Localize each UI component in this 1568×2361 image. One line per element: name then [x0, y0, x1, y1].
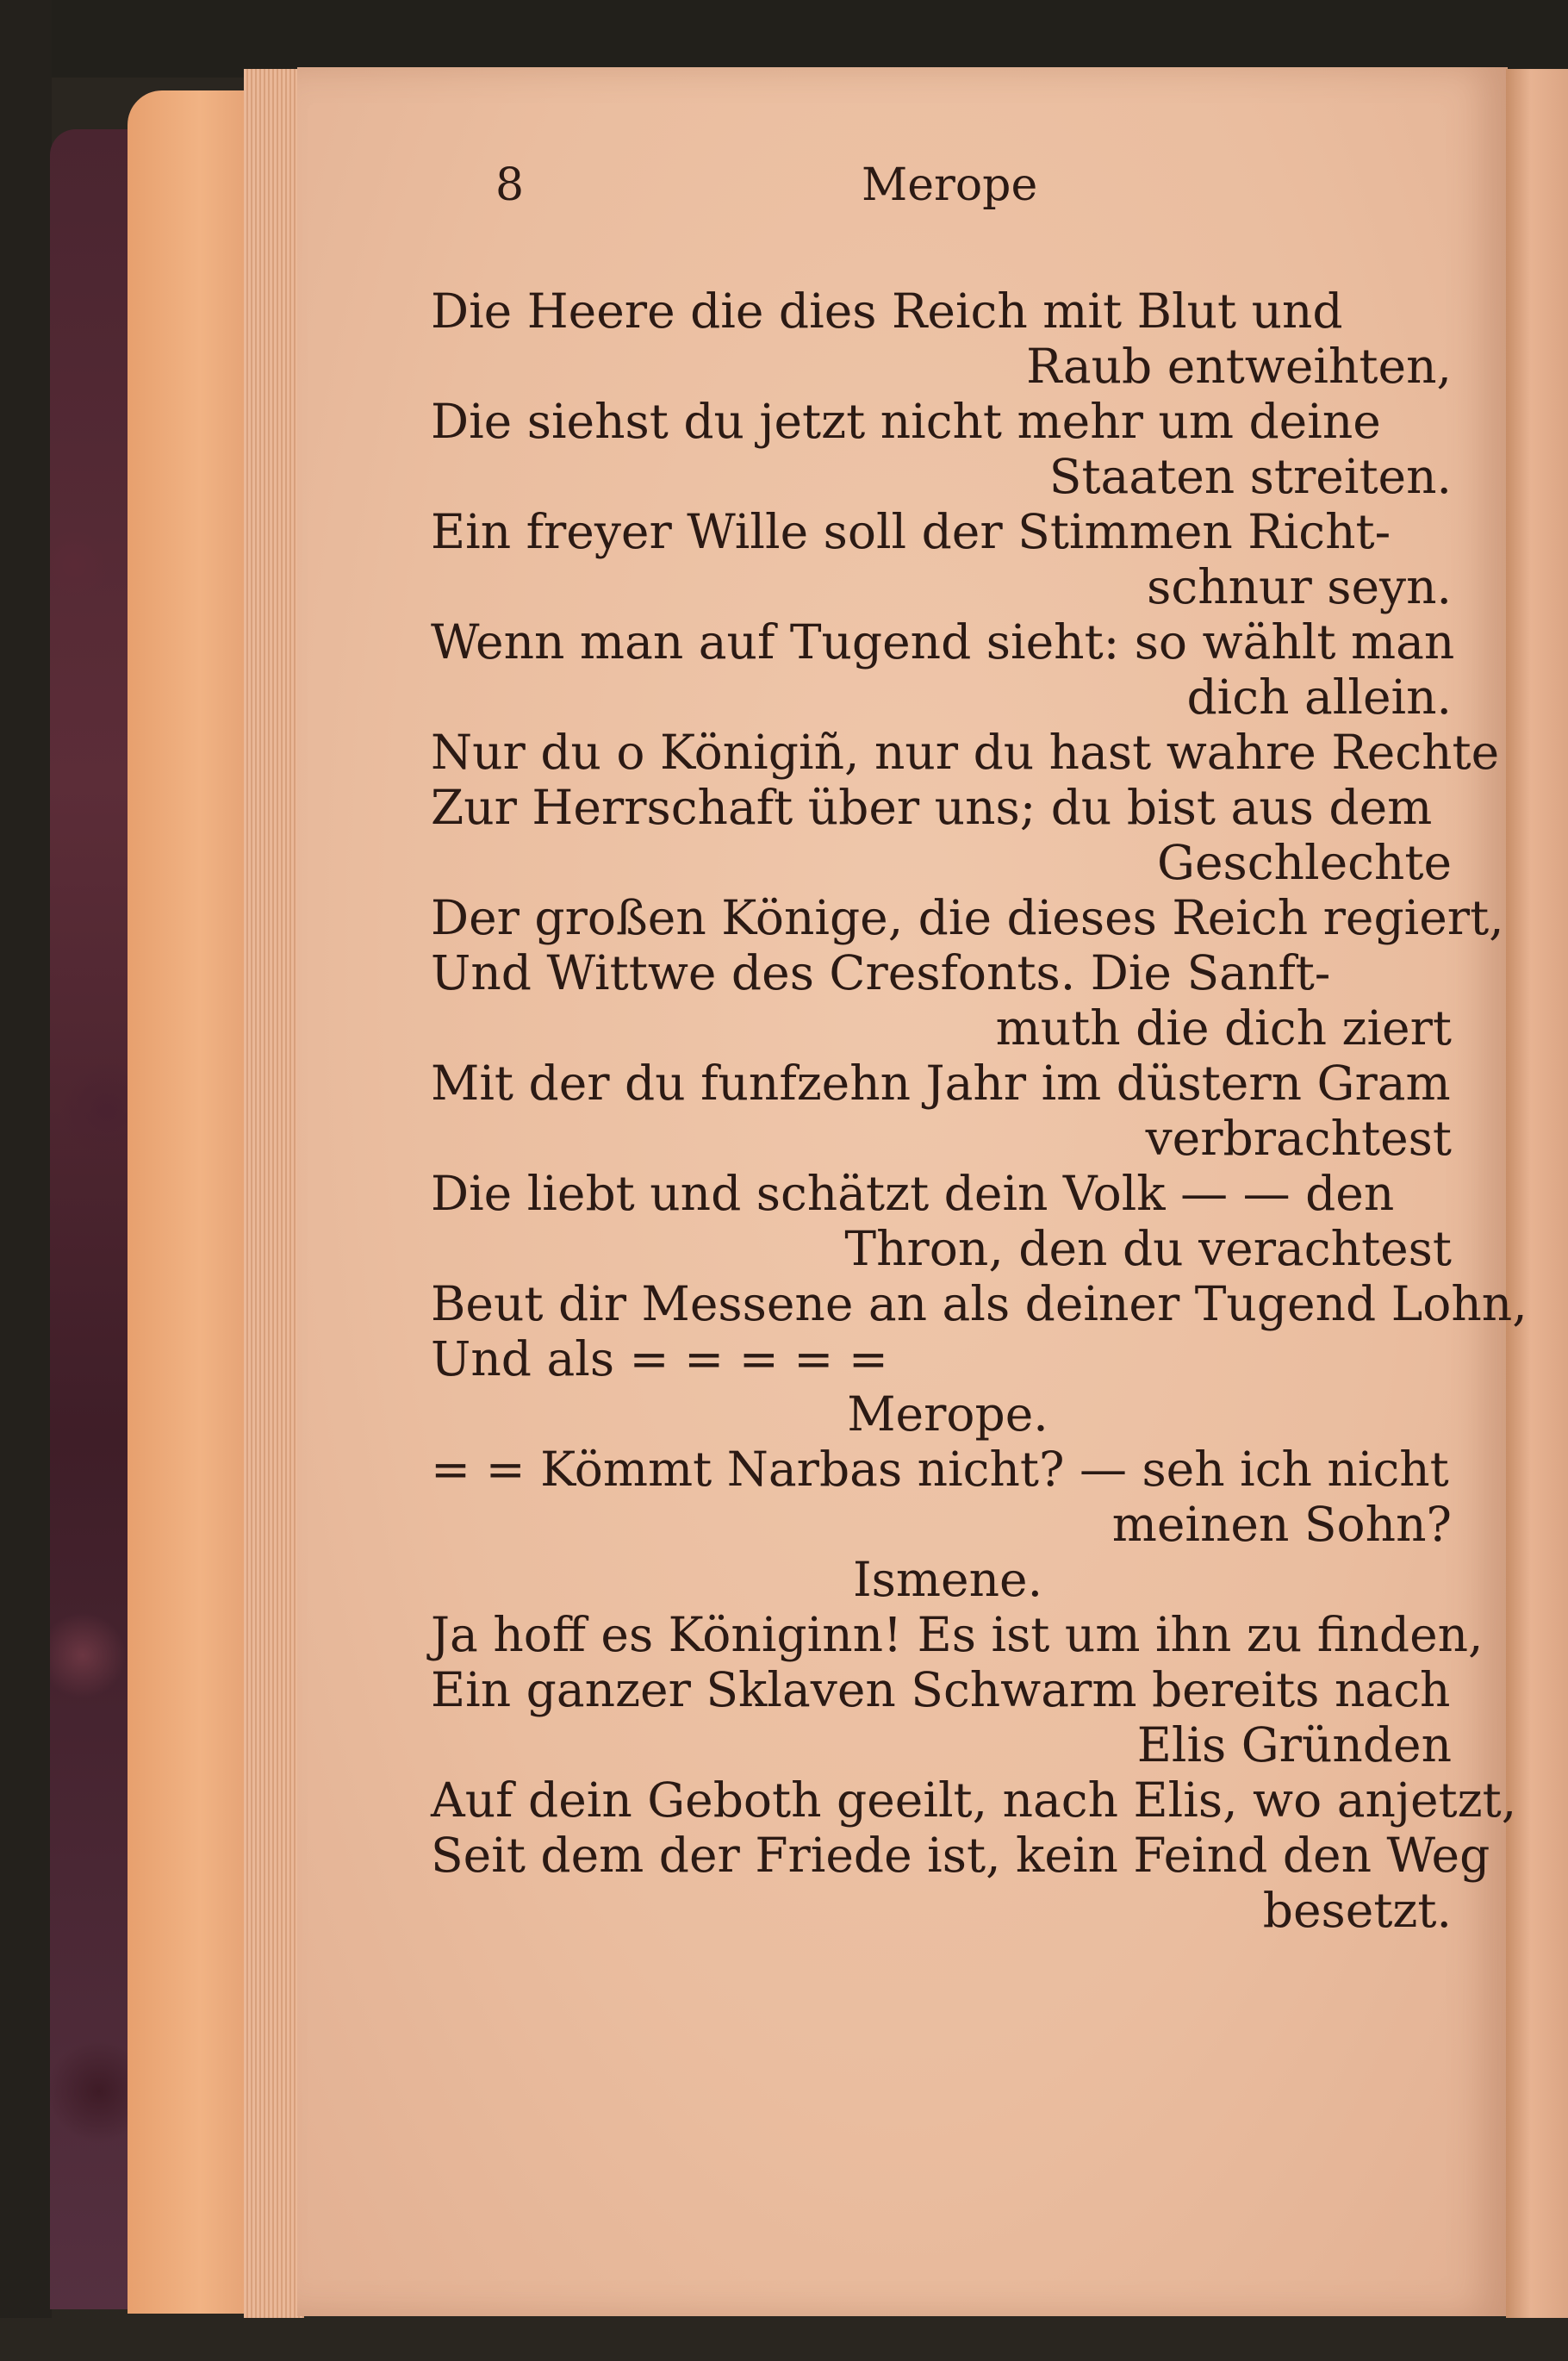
verse-line: Ja hoff es Königinn! Es ist um ihn zu finden,: [431, 1607, 1484, 1662]
verse-line: Raub entweihten,: [1026, 339, 1452, 394]
verse-line: Beut dir Messene an als deiner Tugend Lohn,: [431, 1276, 1528, 1331]
verse-line: meinen Sohn?: [1111, 1497, 1452, 1552]
verse-line: Merope.: [847, 1386, 1048, 1442]
verse-line: Die liebt und schätzt dein Volk — — den: [431, 1166, 1395, 1221]
verse-line: Und als = = = = =: [431, 1331, 888, 1386]
verse-line: Ein freyer Wille soll der Stimmen Richt-: [431, 504, 1391, 559]
verse-line: Staaten streiten.: [1048, 449, 1452, 504]
verse-line: Ein ganzer Sklaven Schwarm bereits nach: [431, 1662, 1451, 1717]
background-bottom: [0, 2318, 1568, 2361]
marbled-cover: [50, 129, 132, 2309]
verse-line: Elis Gründen: [1136, 1717, 1452, 1772]
verse-line: Wenn man auf Tugend sieht: so wählt man: [431, 614, 1455, 670]
verse-line: Thron, den du verachtest: [844, 1221, 1452, 1276]
verse-line: Seit dem der Friede ist, kein Feind den Weg: [431, 1828, 1490, 1883]
verse-line: = = Kömmt Narbas nicht? — seh ich nicht: [431, 1442, 1449, 1497]
verse-line: Ismene.: [852, 1552, 1043, 1607]
page-edges: [244, 69, 304, 2318]
verse-line: Die Heere die dies Reich mit Blut und: [431, 283, 1343, 339]
verse-line: Nur du o Königiñ, nur du hast wahre Rechte: [431, 725, 1500, 780]
verse-line: Der großen Könige, die dieses Reich regiert,: [431, 890, 1504, 945]
verse-line: verbrachtest: [1145, 1111, 1452, 1166]
running-title: Merope: [862, 159, 1038, 211]
verse-line: schnur seyn.: [1147, 559, 1452, 614]
verse-line: muth die dich ziert: [995, 1000, 1452, 1056]
verse-line: Mit der du funfzehn Jahr im düstern Gram: [431, 1056, 1451, 1111]
cover-board: [128, 90, 248, 2314]
verse-text: [431, 164, 1528, 2111]
verse-line: Geschlechte: [1157, 835, 1452, 890]
background-left: [0, 0, 52, 2361]
background-top: [0, 0, 1568, 78]
verse-line: Die siehst du jetzt nicht mehr um deine: [431, 394, 1381, 449]
facing-page-edge: [1506, 69, 1568, 2318]
verse-line: dich allein.: [1186, 670, 1452, 725]
verse-line: Auf dein Geboth geeilt, nach Elis, wo anjetzt,: [431, 1772, 1517, 1828]
verse-line: besetzt.: [1262, 1883, 1452, 1938]
verse-line: Und Wittwe des Cresfonts. Die Sanft-: [431, 945, 1331, 1000]
verse-line: Zur Herrschaft über uns; du bist aus dem: [431, 780, 1433, 835]
page-number: 8: [495, 159, 525, 211]
